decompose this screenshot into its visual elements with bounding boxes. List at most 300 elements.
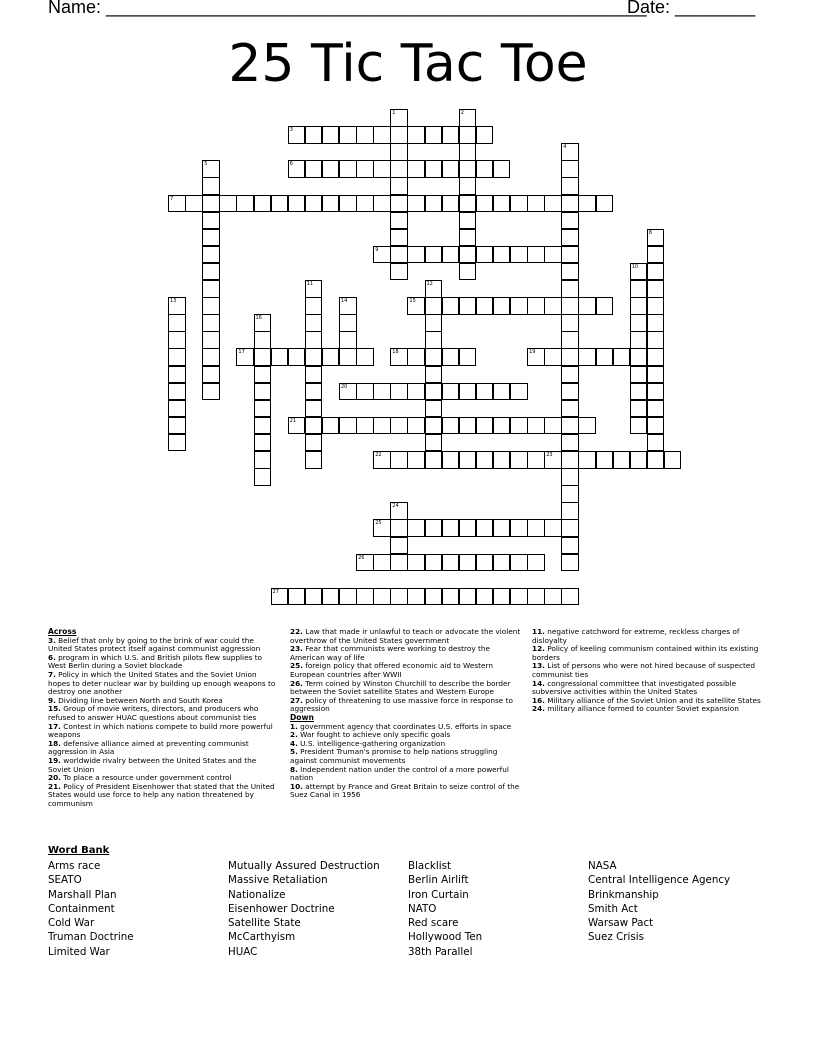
crossword-cell[interactable] <box>425 331 443 349</box>
crossword-cell[interactable] <box>407 451 425 469</box>
crossword-cell[interactable] <box>356 348 374 366</box>
crossword-cell[interactable] <box>476 195 494 213</box>
clue-item <box>48 723 280 740</box>
crossword-cell[interactable] <box>493 554 511 572</box>
crossword-cell[interactable] <box>561 177 579 195</box>
crossword-cell[interactable] <box>254 400 272 418</box>
crossword-cell[interactable] <box>493 417 511 435</box>
crossword-cell[interactable] <box>168 348 186 366</box>
crossword-cell[interactable] <box>202 246 220 264</box>
crossword-cell[interactable] <box>425 588 443 606</box>
crossword-cell[interactable] <box>459 126 477 144</box>
crossword-cell[interactable] <box>271 348 289 366</box>
crossword-cell[interactable] <box>510 451 528 469</box>
crossword-cell[interactable] <box>459 383 477 401</box>
crossword-cell[interactable] <box>561 519 579 537</box>
crossword-cell[interactable] <box>305 314 323 332</box>
crossword-cell[interactable] <box>544 348 562 366</box>
crossword-cell[interactable] <box>493 246 511 264</box>
crossword-cell[interactable] <box>442 383 460 401</box>
crossword-cell[interactable] <box>425 400 443 418</box>
crossword-cell[interactable] <box>236 348 254 366</box>
crossword-cell[interactable] <box>202 177 220 195</box>
crossword-cell[interactable] <box>493 451 511 469</box>
crossword-cell[interactable] <box>527 554 545 572</box>
crossword-cell[interactable] <box>236 195 254 213</box>
crossword-cell[interactable] <box>544 519 562 537</box>
crossword-cell[interactable] <box>459 348 477 366</box>
crossword-cell[interactable] <box>305 160 323 178</box>
crossword-cell[interactable] <box>202 195 220 213</box>
crossword-cell[interactable] <box>373 519 391 537</box>
clue-item <box>290 766 522 783</box>
crossword-cell[interactable] <box>356 417 374 435</box>
crossword-cell[interactable] <box>459 263 477 281</box>
crossword-cell[interactable] <box>476 126 494 144</box>
crossword-cell[interactable] <box>305 451 323 469</box>
crossword-cell[interactable] <box>544 297 562 315</box>
crossword-cell[interactable] <box>476 588 494 606</box>
crossword-cell[interactable] <box>305 195 323 213</box>
crossword-cell[interactable] <box>561 588 579 606</box>
crossword-cell[interactable] <box>561 212 579 230</box>
crossword-cell[interactable] <box>407 126 425 144</box>
crossword-cell[interactable] <box>254 366 272 384</box>
crossword-cell[interactable] <box>168 434 186 452</box>
crossword-cell[interactable] <box>202 280 220 298</box>
crossword-cell[interactable] <box>561 434 579 452</box>
crossword-cell[interactable] <box>425 348 443 366</box>
crossword-cell[interactable] <box>254 195 272 213</box>
crossword-cell[interactable] <box>561 554 579 572</box>
crossword-cell[interactable] <box>561 160 579 178</box>
crossword-cell[interactable] <box>339 588 357 606</box>
crossword-cell[interactable] <box>339 331 357 349</box>
crossword-cell[interactable] <box>254 314 272 332</box>
crossword-cell[interactable] <box>578 297 596 315</box>
crossword-cell[interactable] <box>647 280 665 298</box>
crossword-cell[interactable] <box>493 297 511 315</box>
crossword-cell[interactable] <box>356 195 374 213</box>
crossword-cell[interactable] <box>305 400 323 418</box>
crossword-cell[interactable] <box>168 314 186 332</box>
clue-text: congressional committee that investigated possible subversive activities within the United States <box>532 678 737 697</box>
crossword-cell[interactable] <box>390 177 408 195</box>
crossword-cell[interactable] <box>544 195 562 213</box>
crossword-cell[interactable] <box>442 451 460 469</box>
crossword-cell[interactable] <box>527 588 545 606</box>
crossword-cell[interactable] <box>390 126 408 144</box>
crossword-cell[interactable] <box>544 451 562 469</box>
crossword-cell[interactable] <box>647 348 665 366</box>
crossword-cell[interactable] <box>442 297 460 315</box>
crossword-cell[interactable] <box>647 383 665 401</box>
crossword-cell[interactable] <box>561 400 579 418</box>
crossword-cell[interactable] <box>596 348 614 366</box>
crossword-cell[interactable] <box>305 297 323 315</box>
crossword-cell[interactable] <box>356 554 374 572</box>
crossword-cell[interactable] <box>288 348 306 366</box>
crossword-cell[interactable] <box>578 195 596 213</box>
crossword-cell[interactable] <box>390 554 408 572</box>
crossword-cell[interactable] <box>254 348 272 366</box>
crossword-cell[interactable] <box>390 502 408 520</box>
crossword-cell[interactable] <box>339 383 357 401</box>
crossword-cell[interactable] <box>373 383 391 401</box>
crossword-cell[interactable] <box>442 126 460 144</box>
crossword-cell[interactable] <box>425 280 443 298</box>
crossword-cell[interactable] <box>168 366 186 384</box>
crossword-cell[interactable] <box>442 160 460 178</box>
crossword-cell[interactable] <box>390 229 408 247</box>
crossword-cell[interactable] <box>339 314 357 332</box>
crossword-cell[interactable] <box>322 417 340 435</box>
crossword-cell[interactable] <box>339 160 357 178</box>
crossword-cell[interactable] <box>168 195 186 213</box>
crossword-cell[interactable] <box>407 588 425 606</box>
clue-number-label: 5. <box>290 747 298 757</box>
crossword-cell[interactable] <box>425 451 443 469</box>
crossword-cell[interactable] <box>271 588 289 606</box>
crossword-cell[interactable] <box>305 280 323 298</box>
crossword-cell[interactable] <box>510 297 528 315</box>
crossword-cell[interactable] <box>561 366 579 384</box>
crossword-cell[interactable] <box>493 383 511 401</box>
crossword-cell[interactable] <box>561 451 579 469</box>
crossword-cell[interactable] <box>305 331 323 349</box>
crossword-cell[interactable] <box>202 297 220 315</box>
crossword-cell[interactable] <box>322 160 340 178</box>
crossword-cell[interactable] <box>288 160 306 178</box>
crossword-cell[interactable] <box>322 348 340 366</box>
crossword-cell[interactable] <box>561 280 579 298</box>
crossword-cell[interactable] <box>202 212 220 230</box>
crossword-cell[interactable] <box>390 109 408 127</box>
crossword-cell[interactable] <box>476 160 494 178</box>
crossword-cell[interactable] <box>561 383 579 401</box>
word-bank-term: HUAC <box>228 945 258 958</box>
crossword-cell[interactable] <box>288 417 306 435</box>
crossword-cell[interactable] <box>202 348 220 366</box>
crossword-cell[interactable] <box>168 417 186 435</box>
clue-number: 20 <box>341 383 348 390</box>
crossword-cell[interactable] <box>561 297 579 315</box>
crossword-cell[interactable] <box>442 554 460 572</box>
clue-number: 18 <box>392 349 399 356</box>
crossword-cell[interactable] <box>578 417 596 435</box>
crossword-cell[interactable] <box>356 588 374 606</box>
crossword-cell[interactable] <box>630 417 648 435</box>
crossword-cell[interactable] <box>510 519 528 537</box>
crossword-cell[interactable] <box>476 519 494 537</box>
crossword-cell[interactable] <box>407 554 425 572</box>
crossword-cell[interactable] <box>561 331 579 349</box>
crossword-cell[interactable] <box>544 417 562 435</box>
crossword-cell[interactable] <box>322 126 340 144</box>
crossword-cell[interactable] <box>425 366 443 384</box>
crossword-cell[interactable] <box>425 126 443 144</box>
crossword-cell[interactable] <box>459 109 477 127</box>
crossword-cell[interactable] <box>561 314 579 332</box>
crossword-cell[interactable] <box>544 246 562 264</box>
crossword-cell[interactable] <box>219 195 237 213</box>
crossword-cell[interactable] <box>168 400 186 418</box>
crossword-cell[interactable] <box>407 383 425 401</box>
crossword-cell[interactable] <box>202 366 220 384</box>
crossword-cell[interactable] <box>510 588 528 606</box>
crossword-cell[interactable] <box>630 348 648 366</box>
crossword-cell[interactable] <box>373 588 391 606</box>
crossword-cell[interactable] <box>476 297 494 315</box>
crossword-cell[interactable] <box>510 554 528 572</box>
crossword-cell[interactable] <box>647 400 665 418</box>
crossword-cell[interactable] <box>390 417 408 435</box>
crossword-cell[interactable] <box>527 417 545 435</box>
crossword-cell[interactable] <box>339 297 357 315</box>
crossword-cell[interactable] <box>459 143 477 161</box>
crossword-cell[interactable] <box>425 434 443 452</box>
crossword-cell[interactable] <box>425 160 443 178</box>
crossword-cell[interactable] <box>476 451 494 469</box>
crossword-cell[interactable] <box>305 588 323 606</box>
crossword-cell[interactable] <box>647 229 665 247</box>
crossword-cell[interactable] <box>442 348 460 366</box>
clue-item <box>290 748 522 765</box>
crossword-cell[interactable] <box>613 348 631 366</box>
word-bank <box>48 845 731 958</box>
crossword-cell[interactable] <box>630 366 648 384</box>
crossword-cell[interactable] <box>185 195 203 213</box>
crossword-cell[interactable] <box>510 246 528 264</box>
crossword-cell[interactable] <box>390 588 408 606</box>
crossword-cell[interactable] <box>630 400 648 418</box>
crossword-cell[interactable] <box>476 417 494 435</box>
crossword-cell[interactable] <box>305 366 323 384</box>
crossword-cell[interactable] <box>407 160 425 178</box>
crossword-cell[interactable] <box>373 417 391 435</box>
crossword-cell[interactable] <box>390 160 408 178</box>
crossword-cell[interactable] <box>664 451 682 469</box>
crossword-cell[interactable] <box>459 229 477 247</box>
crossword-cell[interactable] <box>202 383 220 401</box>
crossword-cell[interactable] <box>373 195 391 213</box>
crossword-cell[interactable] <box>202 314 220 332</box>
word-bank-term: Iron Curtain <box>408 888 469 901</box>
crossword-cell[interactable] <box>647 451 665 469</box>
crossword-cell[interactable] <box>168 383 186 401</box>
crossword-cell[interactable] <box>630 263 648 281</box>
crossword-cell[interactable] <box>390 263 408 281</box>
crossword-cell[interactable] <box>561 537 579 555</box>
crossword-cell[interactable] <box>356 160 374 178</box>
crossword-cell[interactable] <box>339 195 357 213</box>
crossword-cell[interactable] <box>527 297 545 315</box>
crossword-cell[interactable] <box>442 195 460 213</box>
crossword-cell[interactable] <box>647 366 665 384</box>
crossword-cell[interactable] <box>527 451 545 469</box>
crossword-cell[interactable] <box>527 246 545 264</box>
crossword-cell[interactable] <box>339 417 357 435</box>
crossword-cell[interactable] <box>339 348 357 366</box>
crossword-cell[interactable] <box>459 160 477 178</box>
crossword-cell[interactable] <box>527 519 545 537</box>
crossword-cell[interactable] <box>168 331 186 349</box>
crossword-cell[interactable] <box>647 263 665 281</box>
crossword-cell[interactable] <box>596 297 614 315</box>
crossword-cell[interactable] <box>476 246 494 264</box>
crossword-cell[interactable] <box>373 126 391 144</box>
crossword-cell[interactable] <box>390 348 408 366</box>
crossword-cell[interactable] <box>425 383 443 401</box>
crossword-cell[interactable] <box>339 126 357 144</box>
crossword-cell[interactable] <box>442 246 460 264</box>
crossword-cell[interactable] <box>425 297 443 315</box>
crossword-cell[interactable] <box>630 451 648 469</box>
crossword-cell[interactable] <box>527 348 545 366</box>
crossword-cell[interactable] <box>407 519 425 537</box>
crossword-cell[interactable] <box>202 331 220 349</box>
crossword-cell[interactable] <box>493 519 511 537</box>
crossword-cell[interactable] <box>305 126 323 144</box>
clue-number-label: 25. <box>290 661 303 671</box>
crossword-cell[interactable] <box>493 195 511 213</box>
crossword-cell[interactable] <box>407 417 425 435</box>
crossword-cell[interactable] <box>596 195 614 213</box>
crossword-cell[interactable] <box>254 417 272 435</box>
crossword-cell[interactable] <box>561 502 579 520</box>
crossword-cell[interactable] <box>459 212 477 230</box>
crossword-cell[interactable] <box>630 297 648 315</box>
crossword-cell[interactable] <box>271 195 289 213</box>
crossword-cell[interactable] <box>527 195 545 213</box>
crossword-cell[interactable] <box>254 451 272 469</box>
crossword-cell[interactable] <box>390 212 408 230</box>
crossword-cell[interactable] <box>561 263 579 281</box>
crossword-cell[interactable] <box>459 451 477 469</box>
crossword-cell[interactable] <box>288 195 306 213</box>
crossword-cell[interactable] <box>561 348 579 366</box>
crossword-cell[interactable] <box>578 451 596 469</box>
crossword-cell[interactable] <box>288 588 306 606</box>
crossword-cell[interactable] <box>596 451 614 469</box>
crossword-cell[interactable] <box>647 331 665 349</box>
crossword-cell[interactable] <box>561 229 579 247</box>
crossword-cell[interactable] <box>578 348 596 366</box>
crossword-cell[interactable] <box>647 297 665 315</box>
crossword-cell[interactable] <box>202 263 220 281</box>
crossword-cell[interactable] <box>202 160 220 178</box>
crossword-cell[interactable] <box>442 519 460 537</box>
crossword-cell[interactable] <box>459 554 477 572</box>
crossword-cell[interactable] <box>407 195 425 213</box>
crossword-cell[interactable] <box>459 195 477 213</box>
crossword-cell[interactable] <box>630 331 648 349</box>
crossword-cell[interactable] <box>476 554 494 572</box>
crossword-cell[interactable] <box>425 417 443 435</box>
crossword-cell[interactable] <box>630 383 648 401</box>
crossword-cell[interactable] <box>305 383 323 401</box>
crossword-cell[interactable] <box>373 451 391 469</box>
crossword-cell[interactable] <box>544 588 562 606</box>
crossword-cell[interactable] <box>390 451 408 469</box>
crossword-cell[interactable] <box>254 468 272 486</box>
crossword-cell[interactable] <box>510 383 528 401</box>
crossword-cell[interactable] <box>561 195 579 213</box>
crossword-cell[interactable] <box>647 246 665 264</box>
crossword-cell[interactable] <box>425 314 443 332</box>
crossword-cell[interactable] <box>630 314 648 332</box>
crossword-cell[interactable] <box>390 143 408 161</box>
crossword-cell[interactable] <box>459 519 477 537</box>
crossword-cell[interactable] <box>459 588 477 606</box>
clue-item <box>290 680 522 697</box>
crossword-cell[interactable] <box>561 417 579 435</box>
crossword-cell[interactable] <box>442 417 460 435</box>
crossword-cell[interactable] <box>630 280 648 298</box>
crossword-cell[interactable] <box>202 229 220 247</box>
crossword-cell[interactable] <box>356 383 374 401</box>
crossword-cell[interactable] <box>373 554 391 572</box>
crossword-cell[interactable] <box>254 331 272 349</box>
crossword-cell[interactable] <box>305 417 323 435</box>
crossword-cell[interactable] <box>425 554 443 572</box>
crossword-cell[interactable] <box>373 246 391 264</box>
crossword-cell[interactable] <box>493 588 511 606</box>
crossword-cell[interactable] <box>459 246 477 264</box>
crossword-cell[interactable] <box>510 417 528 435</box>
crossword-cell[interactable] <box>425 519 443 537</box>
crossword-cell[interactable] <box>459 417 477 435</box>
crossword-cell[interactable] <box>476 383 494 401</box>
crossword-cell[interactable] <box>510 195 528 213</box>
crossword-cell[interactable] <box>407 246 425 264</box>
crossword-cell[interactable] <box>288 126 306 144</box>
crossword-cell[interactable] <box>373 160 391 178</box>
crossword-cell[interactable] <box>356 126 374 144</box>
clue-number: 4 <box>563 144 567 151</box>
crossword-cell[interactable] <box>561 485 579 503</box>
crossword-cell[interactable] <box>647 417 665 435</box>
crossword-cell[interactable] <box>442 588 460 606</box>
crossword-cell[interactable] <box>561 468 579 486</box>
crossword-cell[interactable] <box>390 383 408 401</box>
crossword-cell[interactable] <box>493 160 511 178</box>
crossword-cell[interactable] <box>561 143 579 161</box>
crossword-cell[interactable] <box>168 297 186 315</box>
crossword-cell[interactable] <box>254 434 272 452</box>
crossword-cell[interactable] <box>425 246 443 264</box>
crossword-cell[interactable] <box>561 246 579 264</box>
crossword-cell[interactable] <box>254 383 272 401</box>
crossword-cell[interactable] <box>407 297 425 315</box>
crossword-cell[interactable] <box>459 177 477 195</box>
crossword-cell[interactable] <box>390 519 408 537</box>
crossword-cell[interactable] <box>390 537 408 555</box>
crossword-cell[interactable] <box>390 246 408 264</box>
crossword-cell[interactable] <box>322 588 340 606</box>
crossword-cell[interactable] <box>647 314 665 332</box>
crossword-cell[interactable] <box>647 434 665 452</box>
crossword-cell[interactable] <box>613 451 631 469</box>
crossword-cell[interactable] <box>322 195 340 213</box>
crossword-cell[interactable] <box>425 195 443 213</box>
crossword-cell[interactable] <box>459 297 477 315</box>
crossword-cell[interactable] <box>407 348 425 366</box>
crossword-cell[interactable] <box>390 195 408 213</box>
crossword-cell[interactable] <box>305 434 323 452</box>
clue-text: Contest in which nations compete to build more powerful weapons <box>48 721 273 740</box>
crossword-cell[interactable] <box>305 348 323 366</box>
